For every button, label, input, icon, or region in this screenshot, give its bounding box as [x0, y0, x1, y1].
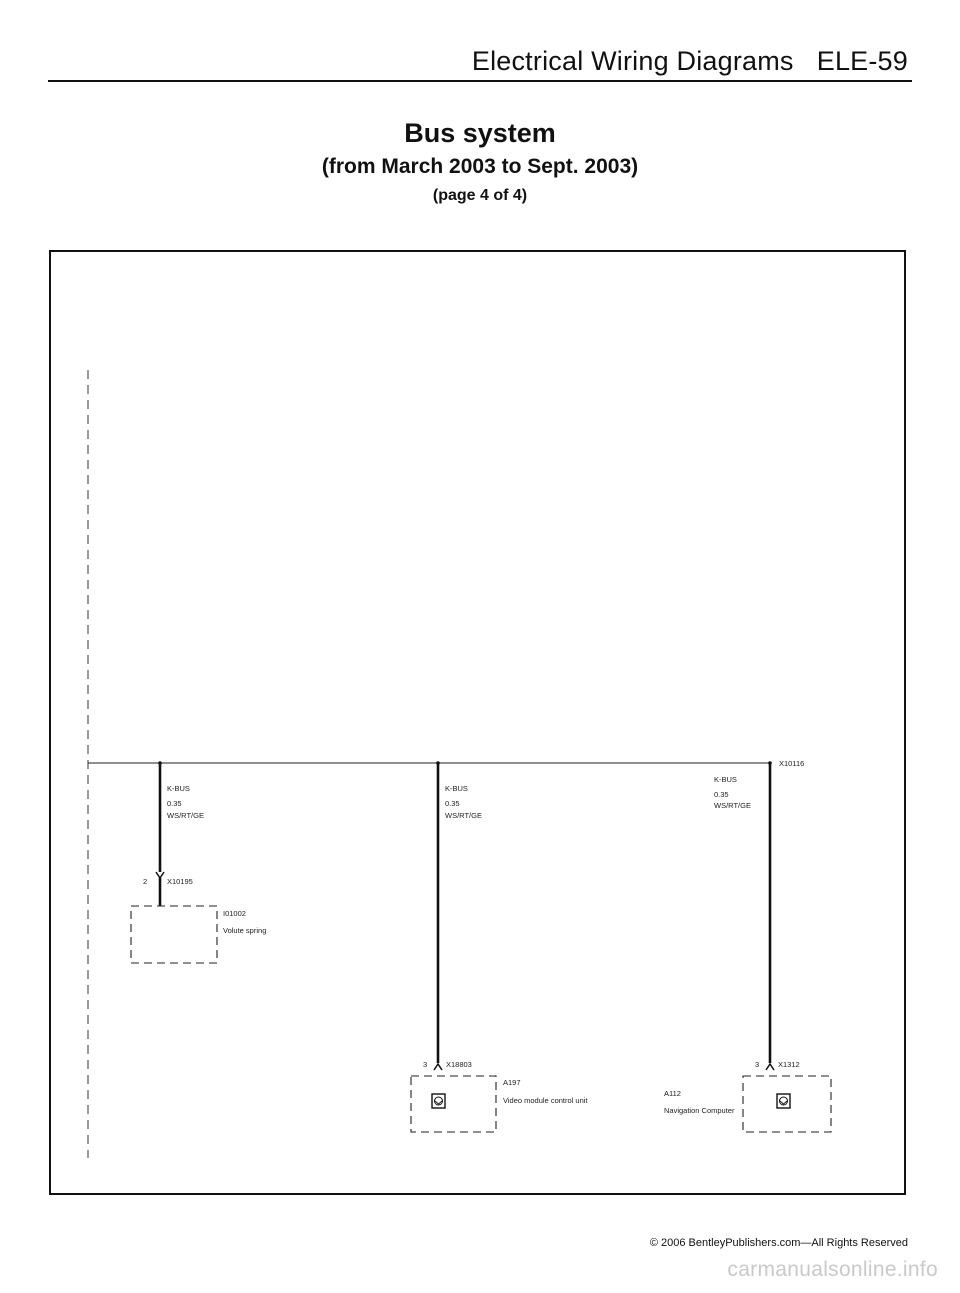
component-i01002-box: [131, 906, 217, 963]
wire-3-color: WS/RT/GE: [714, 801, 751, 810]
wire-1-bus-label: K-BUS: [167, 784, 190, 793]
connector-x1312-label: X1312: [778, 1060, 800, 1069]
component-a112-box: [743, 1076, 831, 1132]
copyright-notice: © 2006 BentleyPublishers.com—All Rights Reserved: [649, 1237, 908, 1249]
wire-1-gauge: 0.35: [167, 799, 182, 808]
connector-x1312-pin: 3: [755, 1060, 760, 1069]
component-i01002-code: I01002: [223, 909, 246, 918]
connector-x18803-pin: 3: [423, 1060, 428, 1069]
connector-x18803-label: X18803: [446, 1060, 472, 1069]
component-a197-box: [411, 1076, 496, 1132]
a197-module-icon: [432, 1094, 445, 1108]
component-a197-name: Video module control unit: [503, 1096, 588, 1105]
diagram-page-indicator: (page 4 of 4): [432, 187, 528, 204]
wire-1-color: WS/RT/GE: [167, 811, 204, 820]
wire-2-bus-label: K-BUS: [445, 784, 468, 793]
wire-3-gauge: 0.35: [714, 790, 729, 799]
header-title: Electrical Wiring Diagrams: [471, 46, 794, 76]
header-page-code: ELE-59: [816, 46, 908, 76]
wire-2-color: WS/RT/GE: [445, 811, 482, 820]
diagram-date-range: (from March 2003 to Sept. 2003): [321, 155, 639, 178]
diagram-title: Bus system: [404, 118, 556, 148]
wire-2-gauge: 0.35: [445, 799, 460, 808]
component-a197-code: A197: [503, 1078, 521, 1087]
connector-x10195-symbol: [156, 872, 164, 878]
component-a112-name: Navigation Computer: [664, 1106, 735, 1115]
watermark: carmanualsonline.info: [727, 1258, 938, 1281]
connector-x10195-label: X10195: [167, 877, 193, 886]
connector-x18803-symbol: [434, 1064, 442, 1070]
wire-3-bus-label: K-BUS: [714, 775, 737, 784]
component-i01002-name: Volute spring: [223, 926, 267, 935]
connector-x10116-label: X10116: [779, 759, 805, 768]
component-a112-code: A112: [664, 1089, 681, 1098]
a112-module-icon: [777, 1094, 790, 1108]
connector-x10195-pin: 2: [143, 877, 148, 886]
connector-x1312-symbol: [766, 1064, 774, 1070]
